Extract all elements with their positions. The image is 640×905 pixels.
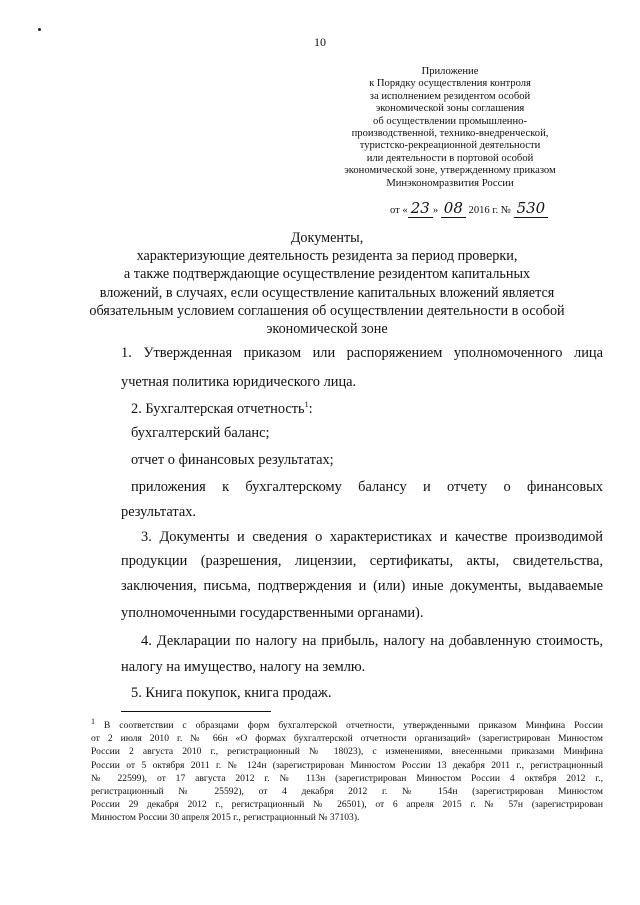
item-1-line-1: 1. Утвержденная приказом или распоряжением уполномоченного лица (121, 345, 603, 361)
year-text: 2016 г. № (468, 205, 511, 216)
appendix-block (300, 66, 600, 190)
item-2-text: 2. Бухгалтерская отчетность (131, 401, 305, 417)
appendix-line: об осуществлении промышленно- (373, 115, 527, 127)
heading-line: экономической зоне (266, 321, 388, 338)
footnote-line: Минюстом России 30 апреля 2015 г., регистрационный № 37103). (91, 812, 360, 824)
footnote-line: регистрационный № 25592), от 4 декабря 2012 г. № 154н (зарегистрирован Минюстом (91, 786, 603, 798)
handwritten-order-number: 530 (514, 199, 549, 218)
handwritten-day: 23 (408, 199, 433, 218)
appendix-line: Приложение (421, 66, 479, 77)
footnote-line: России от 5 октября 2011 г. № 124н (зарегистрирован Минюстом России 13 декабря 2011 г., регистрационный (91, 759, 603, 771)
footnote-marker: 1 (91, 716, 95, 726)
footnote-line: России 29 декабря 2012 г., регистрационный № 26501), от 6 апреля 2015 г. № 57н (зарегистрирован (91, 799, 603, 811)
item-3-line-2: продукции (разрешения, лицензии, сертификаты, акты, свидетельства, (121, 553, 603, 569)
heading-line: обязательным условием соглашения об осуществлении деятельности в особой (89, 302, 565, 319)
item-5: 5. Книга покупок, книга продаж. (131, 685, 332, 701)
appendix-line: за исполнением резидентом особой (369, 90, 531, 102)
item-4-line-1: 4. Декларации по налогу на прибыль, налогу на добавленную стоимость, (141, 633, 603, 649)
annexes-line-1: приложения к бухгалтерскому балансу и отчету о финансовых (131, 479, 603, 495)
footnote-line (91, 716, 603, 732)
item-2 (131, 399, 313, 419)
appendix-line: экономической зоны соглашения (375, 103, 525, 115)
item-1-line-2: учетная политика юридического лица. (121, 374, 357, 390)
item-4-line-2: налогу на имущество, налогу на землю. (121, 659, 366, 675)
appendix-line: Минэкономразвития России (386, 177, 514, 189)
item-3-line-4: уполномоченными государственными органами). (121, 605, 424, 621)
item-2-colon: : (308, 401, 313, 417)
scan-speck (38, 28, 41, 31)
page-number: 10 (314, 35, 326, 49)
financial-results-line: отчет о финансовых результатах; (131, 452, 334, 468)
balance-line: бухгалтерский баланс; (131, 425, 270, 441)
footnote-line: от 2 июля 2010 г. № 66н «О формах бухгалтерской отчетности организаций» (зарегистрирован Минюстом (91, 733, 603, 745)
handwritten-month: 08 (441, 199, 466, 218)
appendix-line: производственной, технико-внедренческой, (351, 128, 549, 140)
footnote-line-text: В соответствии с образцами форм бухгалтерской отчетности, утвержденными приказом Минфина России (95, 720, 603, 731)
document-heading (60, 229, 594, 338)
heading-line: вложений, в случаях, если осуществление капитальных вложений является (99, 284, 555, 301)
heading-line: Документы, (290, 230, 364, 246)
appendix-line: к Порядку осуществления контроля (369, 78, 531, 90)
date-prefix: от « (390, 205, 408, 216)
heading-line: а также подтверждающие осуществление резидентом капитальных (123, 266, 531, 283)
appendix-line: туристско-рекреационной деятельности (359, 140, 541, 152)
item-3-line-3: заключения, письма, подтверждения и (или) иные документы, выдаваемые (121, 578, 603, 594)
footnote-line: № 22599), от 17 августа 2012 г. № 113н (зарегистрирован Минюстом России 4 октября 2012 г., (91, 772, 603, 784)
footnote-separator (121, 711, 271, 712)
appendix-line: или деятельности в портовой особой (366, 152, 534, 164)
order-date-line: от « 23 » 08 2016 г. № 530 (390, 199, 548, 217)
heading-line: характеризующие деятельность резидента за период проверки, (136, 248, 518, 265)
appendix-line: экономической зоне, утвержденному приказом (344, 165, 556, 177)
item-3-line-1: 3. Документы и сведения о характеристиках и качестве производимой (141, 529, 603, 545)
footnote-ref: 1 (304, 400, 309, 410)
annexes-line-2: результатах. (121, 504, 197, 520)
footnote-line: России 2 августа 2010 г., регистрационный № 18023), с изменениями, внесенными приказами Минфина (91, 746, 603, 758)
footnote (91, 716, 603, 825)
